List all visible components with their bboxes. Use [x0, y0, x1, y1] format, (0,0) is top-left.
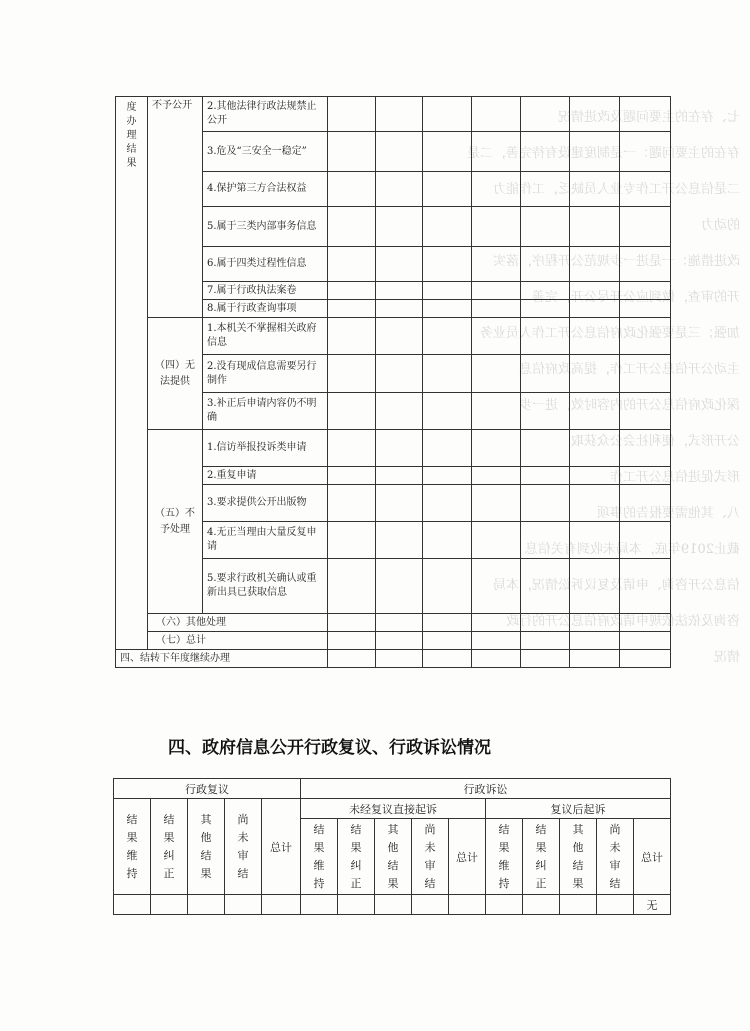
- data-cell: [521, 300, 570, 318]
- data-cell: [423, 97, 472, 132]
- data-cell: [570, 97, 620, 132]
- value-cell: [262, 895, 301, 915]
- col-direct-upheld: 结 果 维 持: [301, 819, 338, 895]
- data-cell: [620, 132, 671, 172]
- col-review-total: 总计: [262, 799, 301, 895]
- data-cell: [620, 300, 671, 318]
- data-cell: [570, 172, 620, 207]
- data-cell: [521, 282, 570, 300]
- bleed-line: 截止2019年底，本局未收到有关信息: [524, 542, 740, 557]
- data-cell: [521, 522, 570, 559]
- header-admin-litigation: 行政诉讼: [301, 779, 671, 799]
- value-cell: [151, 895, 188, 915]
- data-cell: [376, 247, 423, 282]
- data-cell: [521, 559, 570, 614]
- data-cell: [472, 559, 521, 614]
- data-cell: [620, 207, 671, 247]
- bleed-line: 深化政府信息公开的内容时效，进一步: [518, 398, 740, 413]
- data-cell: [620, 282, 671, 300]
- header-post-review-suit: 复议后起诉: [486, 799, 671, 819]
- data-cell: [328, 614, 376, 632]
- final-value-cell: 无: [634, 895, 671, 915]
- reason-item: 8.属于行政查询事项: [203, 300, 328, 318]
- header-direct-suit: 未经复议直接起诉: [301, 799, 486, 819]
- data-cell: [521, 632, 570, 650]
- data-cell: [472, 355, 521, 393]
- reason-item: 4.保护第三方合法权益: [203, 172, 328, 207]
- row-other-handling: （六）其他处理: [148, 614, 328, 632]
- section-heading: 四、政府信息公开行政复议、行政诉讼情况: [168, 738, 491, 758]
- bleed-line: 信息公开咨询、申请及复议诉讼情况，本局: [492, 578, 740, 593]
- data-cell: [376, 559, 423, 614]
- data-cell: [472, 614, 521, 632]
- data-cell: [423, 207, 472, 247]
- data-cell: [423, 247, 472, 282]
- data-cell: [472, 650, 521, 668]
- bleed-line: 改进措施：一是进一步规范公开程序，落实: [492, 254, 740, 269]
- bleed-line: 公开形式，便利社会公众获取: [570, 434, 740, 449]
- data-cell: [521, 247, 570, 282]
- reason-item: 1.信访举报投诉类申请: [203, 430, 328, 467]
- reason-item: 1.本机关不掌握相关政府信息: [203, 318, 328, 355]
- data-cell: [620, 467, 671, 485]
- data-cell: [328, 318, 376, 355]
- value-cell: [225, 895, 262, 915]
- data-cell: [328, 300, 376, 318]
- data-cell: [472, 430, 521, 467]
- bleed-line: 开的审查，做到应公开尽公开，完善: [531, 290, 740, 305]
- data-cell: [423, 172, 472, 207]
- data-cell: [521, 207, 570, 247]
- data-cell: [328, 355, 376, 393]
- data-cell: [521, 132, 570, 172]
- data-cell: [570, 650, 620, 668]
- data-cell: [328, 485, 376, 522]
- data-cell: [472, 207, 521, 247]
- data-cell: [521, 614, 570, 632]
- bleed-line: 咨询及依法依规申请政府信息公开的行政: [505, 614, 740, 629]
- data-cell: [570, 300, 620, 318]
- data-cell: [376, 355, 423, 393]
- data-cell: [376, 393, 423, 430]
- data-cell: [570, 485, 620, 522]
- data-cell: [423, 485, 472, 522]
- data-cell: [376, 430, 423, 467]
- col-review-corrected: 结 果 纠 正: [151, 799, 188, 895]
- col-review-pending: 尚 未 审 结: [225, 799, 262, 895]
- data-cell: [472, 300, 521, 318]
- data-cell: [328, 632, 376, 650]
- data-cell: [376, 172, 423, 207]
- value-cell: [188, 895, 225, 915]
- data-cell: [570, 282, 620, 300]
- reason-item: 3.补正后申请内容仍不明确: [203, 393, 328, 430]
- data-cell: [376, 650, 423, 668]
- data-cell: [570, 132, 620, 172]
- data-cell: [328, 430, 376, 467]
- value-cell: [486, 895, 523, 915]
- reason-item: 2.其他法律行政法规禁止公开: [203, 97, 328, 132]
- reason-item: 4.无正当理由大量反复申请: [203, 522, 328, 559]
- reason-item: 2.没有现成信息需要另行制作: [203, 355, 328, 393]
- data-cell: [423, 632, 472, 650]
- data-cell: [570, 355, 620, 393]
- data-cell: [376, 132, 423, 172]
- reason-item: 3.要求提供公开出版物: [203, 485, 328, 522]
- data-cell: [620, 614, 671, 632]
- data-cell: [423, 467, 472, 485]
- data-cell: [472, 393, 521, 430]
- data-cell: [620, 97, 671, 132]
- data-cell: [376, 614, 423, 632]
- data-cell: [521, 430, 570, 467]
- data-cell: [521, 172, 570, 207]
- data-cell: [521, 97, 570, 132]
- data-cell: [472, 522, 521, 559]
- data-cell: [472, 97, 521, 132]
- data-cell: [376, 207, 423, 247]
- data-cell: [472, 485, 521, 522]
- bleed-line: 七、存在的主要问题及改进情况: [557, 110, 740, 125]
- value-cell: [412, 895, 449, 915]
- data-cell: [328, 97, 376, 132]
- data-cell: [423, 522, 472, 559]
- data-cell: [570, 632, 620, 650]
- data-cell: [328, 522, 376, 559]
- reason-item: 6.属于四类过程性信息: [203, 247, 328, 282]
- value-cell: [338, 895, 375, 915]
- data-cell: [570, 559, 620, 614]
- col-post-other: 其 他 结 果: [560, 819, 597, 895]
- data-cell: [328, 132, 376, 172]
- data-cell: [472, 172, 521, 207]
- data-cell: [570, 318, 620, 355]
- data-cell: [423, 300, 472, 318]
- data-cell: [472, 318, 521, 355]
- row-carryover: 四、结转下年度继续办理: [116, 650, 328, 668]
- data-cell: [423, 318, 472, 355]
- data-cell: [570, 614, 620, 632]
- data-cell: [376, 318, 423, 355]
- data-cell: [328, 467, 376, 485]
- data-cell: [620, 632, 671, 650]
- data-cell: [423, 355, 472, 393]
- data-cell: [328, 650, 376, 668]
- value-cell: [449, 895, 486, 915]
- data-cell: [570, 247, 620, 282]
- disposal-results-table: [115, 96, 671, 668]
- reason-item: 2.重复申请: [203, 467, 328, 485]
- col-post-corrected: 结 果 纠 正: [523, 819, 560, 895]
- data-cell: [521, 355, 570, 393]
- data-cell: [620, 393, 671, 430]
- data-cell: [328, 207, 376, 247]
- reason-item: 5.属于三类内部事务信息: [203, 207, 328, 247]
- col-post-total: 总计: [634, 819, 671, 895]
- data-cell: [570, 467, 620, 485]
- bleed-line: 主动公开信息公开工作，提高政府信息: [518, 362, 740, 377]
- col-post-pending: 尚 未 审 结: [597, 819, 634, 895]
- data-cell: [620, 318, 671, 355]
- data-cell: [521, 318, 570, 355]
- data-cell: [472, 467, 521, 485]
- data-cell: [521, 485, 570, 522]
- data-cell: [472, 282, 521, 300]
- data-cell: [620, 172, 671, 207]
- data-cell: [472, 247, 521, 282]
- bleed-line: 形式促进信息公开工作: [609, 470, 740, 485]
- data-cell: [423, 614, 472, 632]
- reason-item: 5.要求行政机关确认或重新出具已获取信息: [203, 559, 328, 614]
- data-cell: [376, 522, 423, 559]
- data-cell: [521, 393, 570, 430]
- bleed-line: 加强；三是要强化政府信息公开工作人员业务: [479, 326, 740, 341]
- data-cell: [376, 300, 423, 318]
- data-cell: [620, 485, 671, 522]
- data-cell: [376, 97, 423, 132]
- value-cell: [597, 895, 634, 915]
- data-cell: [376, 632, 423, 650]
- data-cell: [328, 172, 376, 207]
- section-label: 度办理结果: [116, 97, 148, 650]
- data-cell: [620, 247, 671, 282]
- data-cell: [521, 467, 570, 485]
- review-litigation-table: [113, 778, 671, 915]
- data-cell: [376, 282, 423, 300]
- value-cell: [523, 895, 560, 915]
- data-cell: [328, 247, 376, 282]
- data-cell: [423, 430, 472, 467]
- data-cell: [328, 282, 376, 300]
- data-cell: [423, 132, 472, 172]
- header-admin-review: 行政复议: [114, 779, 301, 799]
- col-review-other: 其 他 结 果: [188, 799, 225, 895]
- data-cell: [570, 522, 620, 559]
- value-cell: [560, 895, 597, 915]
- row-total: （七）总计: [148, 632, 328, 650]
- data-cell: [570, 393, 620, 430]
- data-cell: [423, 393, 472, 430]
- group-bugongkai: 不予公开: [148, 97, 203, 318]
- group-wufa: （四）无法提供: [148, 318, 203, 430]
- data-cell: [570, 430, 620, 467]
- data-cell: [620, 430, 671, 467]
- col-direct-total: 总计: [449, 819, 486, 895]
- bleed-line: 的动力: [700, 218, 740, 233]
- col-review-upheld: 结 果 维 持: [114, 799, 151, 895]
- data-cell: [570, 207, 620, 247]
- data-cell: [376, 467, 423, 485]
- data-cell: [328, 393, 376, 430]
- data-cell: [423, 559, 472, 614]
- data-cell: [521, 650, 570, 668]
- data-cell: [620, 559, 671, 614]
- col-post-upheld: 结 果 维 持: [486, 819, 523, 895]
- col-direct-pending: 尚 未 审 结: [412, 819, 449, 895]
- col-direct-other: 其 他 结 果: [375, 819, 412, 895]
- bleed-line: 八、其他需要报告的事项: [596, 506, 740, 521]
- data-cell: [472, 632, 521, 650]
- value-cell: [114, 895, 151, 915]
- group-buyu: （五）不予处理: [148, 430, 203, 614]
- data-cell: [376, 485, 423, 522]
- data-cell: [472, 132, 521, 172]
- reason-item: 7.属于行政执法案卷: [203, 282, 328, 300]
- data-cell: [620, 522, 671, 559]
- data-cell: [423, 650, 472, 668]
- data-cell: [423, 282, 472, 300]
- bleed-line: 情况: [713, 650, 740, 665]
- data-cell: [620, 355, 671, 393]
- data-cell: [328, 559, 376, 614]
- bleed-line: 存在的主要问题：一是制度建设有待完善，二是: [466, 146, 740, 161]
- reason-item: 3.危及“三安全一稳定”: [203, 132, 328, 172]
- value-cell: [375, 895, 412, 915]
- col-direct-corrected: 结 果 纠 正: [338, 819, 375, 895]
- value-cell: [301, 895, 338, 915]
- data-cell: [620, 650, 671, 668]
- bleed-line: 二是信息公开工作专业人员缺乏，工作能力: [492, 182, 740, 197]
